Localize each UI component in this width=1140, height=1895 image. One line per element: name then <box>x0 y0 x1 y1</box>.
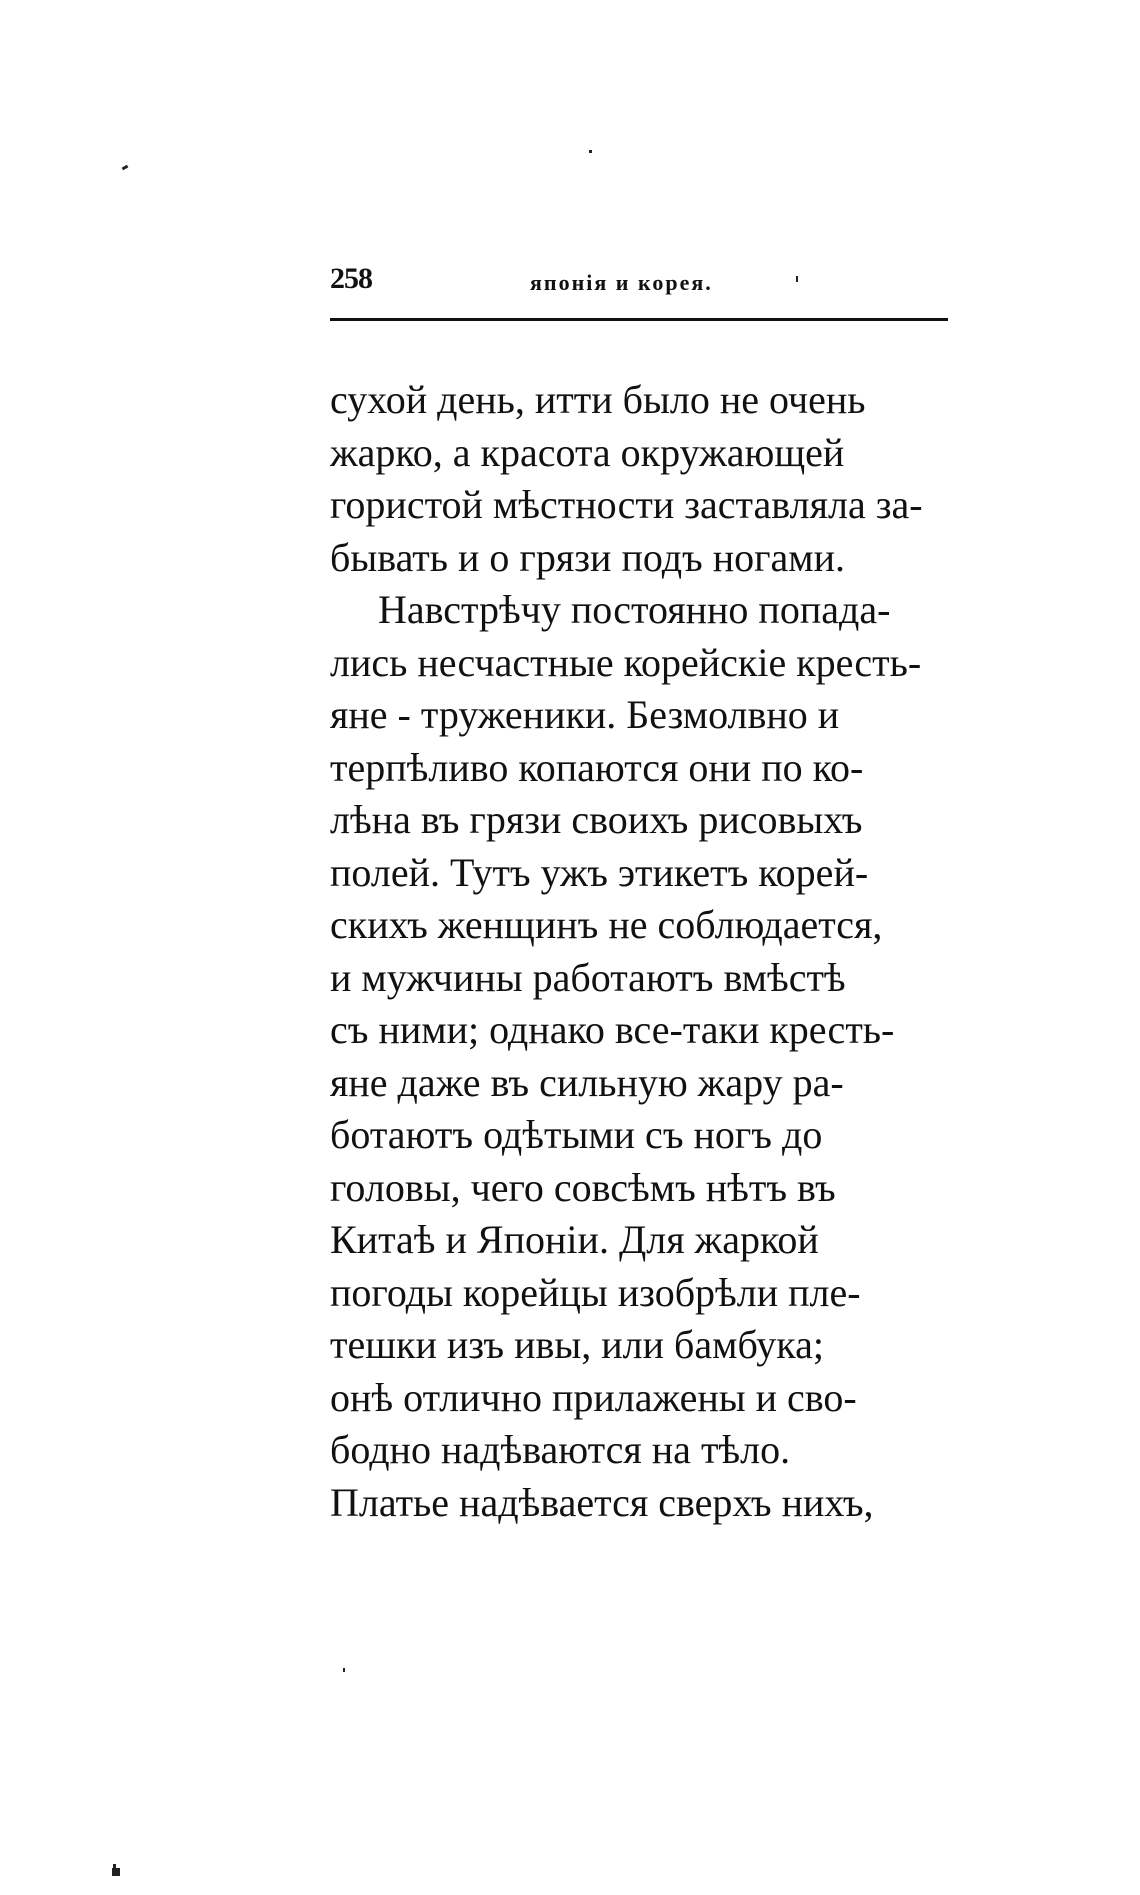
text-line: яне даже въ сильную жару ра- <box>330 1059 844 1105</box>
scan-speck <box>796 276 798 282</box>
scan-speck <box>122 165 129 171</box>
text-line: скихъ женщинъ не соблюдается, <box>330 902 883 947</box>
page-header <box>330 262 948 302</box>
text-line: жарко, а красота окружающей <box>330 429 845 475</box>
body-text <box>330 374 970 1529</box>
text-line: съ ними; однако все-таки кресть- <box>330 1007 895 1052</box>
scan-speck <box>343 1668 345 1672</box>
header-rule <box>330 318 948 321</box>
text-line: лись несчастные корейскіе кресть- <box>330 639 922 685</box>
text-line: головы, чего совсѣмъ нѣтъ въ <box>330 1164 836 1210</box>
text-line: бывать и о грязи подъ ногами. <box>330 534 846 580</box>
page-number: 258 <box>330 262 372 295</box>
scan-speck <box>113 1864 116 1874</box>
text-line: и мужчины работаютъ вмѣстѣ <box>330 954 846 1000</box>
text-line: яне - труженики. Безмолвно и <box>330 692 840 737</box>
running-head: японія и корея. <box>530 270 713 295</box>
text-line: онѣ отлично прилажены и сво- <box>330 1374 857 1420</box>
text-line: гористой мѣстности заставляла за- <box>330 482 923 527</box>
text-line: бодно надѣваются на тѣло. <box>330 1427 791 1472</box>
text-line: лѣна въ грязи своихъ рисовыхъ <box>330 797 863 842</box>
text-line: Китаѣ и Японіи. Для жаркой <box>330 1217 819 1262</box>
text-line: полей. Тутъ ужъ этикетъ корей- <box>330 849 869 895</box>
text-line: ботаютъ одѣтыми съ ногъ до <box>330 1112 823 1157</box>
text-line: погоды корейцы изобрѣли пле- <box>330 1269 861 1315</box>
text-line: Навстрѣчу постоянно попада- <box>378 587 891 632</box>
text-line: Платье надѣвается сверхъ нихъ, <box>330 1479 874 1525</box>
text-line: тешки изъ ивы, или бамбука; <box>330 1322 824 1367</box>
text-line: терпѣливо копаются они по ко- <box>330 744 864 790</box>
text-line: сухой день, итти было не очень <box>330 377 866 422</box>
scan-speck <box>589 150 592 153</box>
